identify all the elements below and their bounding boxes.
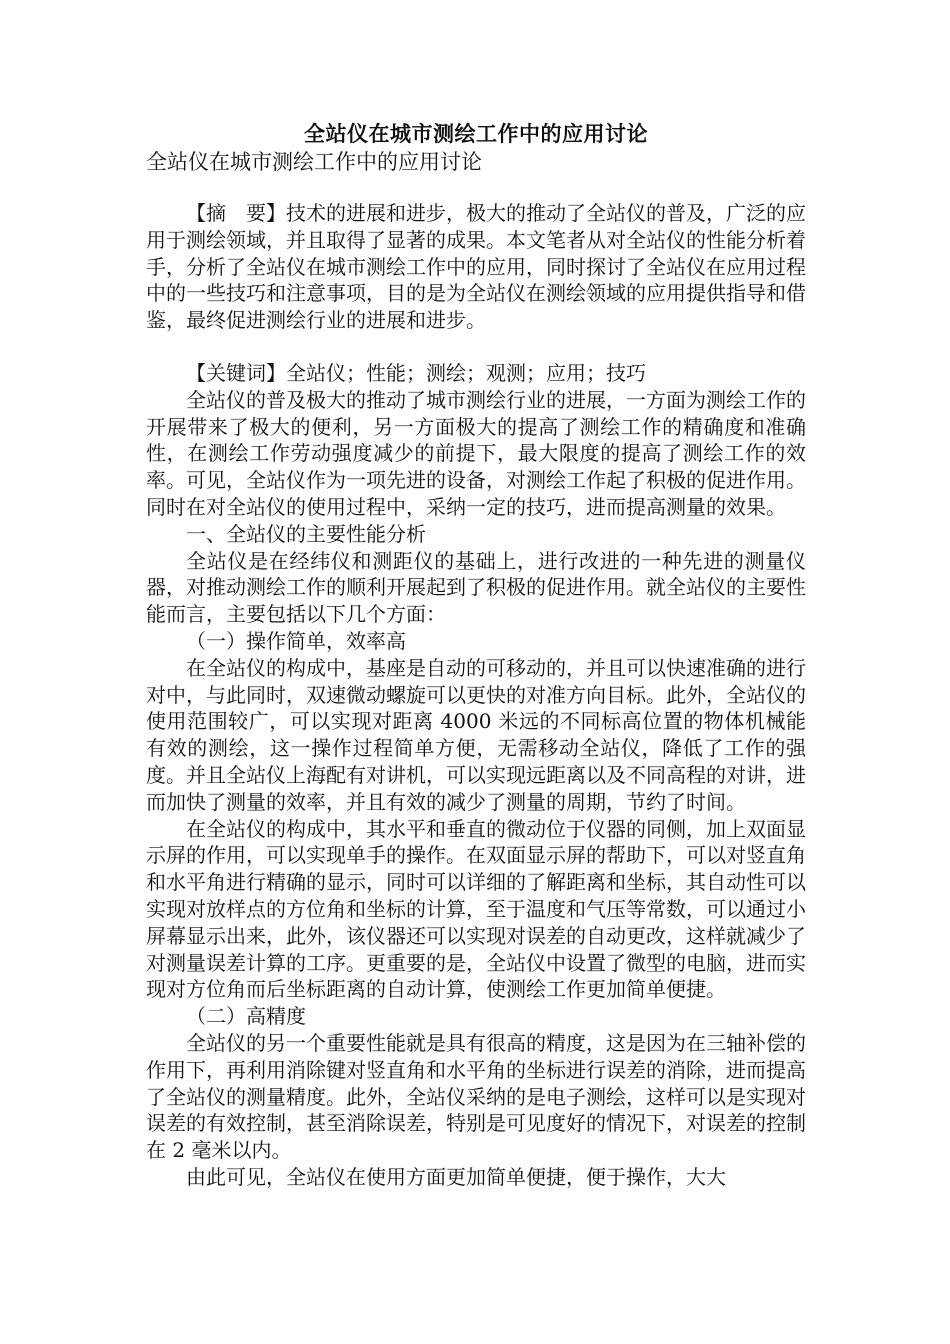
precision-paragraph: 全站仪的另一个重要性能就是具有很高的精度，这是因为在三轴补偿的作用下，再利用消除键对竖直角和水平角的坐标进行误差的消除，进而提高了全站仪的测量精度。此外，全站仪采纳的是电子测绘，这样可以是实现对误差的有效控制，甚至消除误差，特别是可见度好的情况下，对误差的控制在 2 毫米以内。 <box>146 1030 806 1163</box>
keywords-line: 【关键词】全站仪；性能；测绘；观测；应用；技巧 <box>186 360 646 385</box>
subsection-heading-high-precision: （二）高精度 <box>186 1004 306 1029</box>
document-page <box>146 120 806 1191</box>
intro-paragraph: 全站仪的普及极大的推动了城市测绘行业的进展，一方面为测绘工作的开展带来了极大的便利，另一方面极大的提高了测绘工作的精确度和准确性，在测绘工作劳动强度减少的前提下，最大限度的提高了测绘工作的效率。可见，全站仪作为一项先进的设备，对测绘工作起了积极的促进作用。同时在对全站仪的使用过程中，采纳一定的技巧，进而提高测量的效果。 <box>146 387 806 519</box>
document-subtitle: 全站仪在城市测绘工作中的应用讨论 <box>146 150 482 174</box>
subsection-heading-simple-operation: （一）操作简单，效率高 <box>186 628 406 653</box>
operation-paragraph-2: 在全站仪的构成中，其水平和垂直的微动位于仪器的同侧，加上双面显示屏的作用，可以实现单手的操作。在双面显示屏的帮助下，可以对竖直角和水平角进行精确的显示，同时可以详细的了解距离和坐标，其自动性可以实现对放样点的方位角和坐标的计算，至于温度和气压等常数，可以通过小屏幕显示出来，此外，该仪器还可以实现对误差的自动更改，这样就减少了对测量误差计算的工序。更重要的是，全站仪中设置了微型的电脑，进而实现对方位角而后坐标距离的自动计算，使测绘工作更加简单便捷。 <box>146 816 806 1002</box>
abstract-paragraph: 【摘 要】技术的进展和进步，极大的推动了全站仪的普及，广泛的应用于测绘领域，并且取得了显著的成果。本文笔者从对全站仪的性能分析着手，分析了全站仪在城市测绘工作中的应用，同时探讨了全站仪在应用过程中的一些技巧和注意事项，目的是为全站仪在测绘领域的应用提供指导和借鉴，最终促进测绘行业的进展和进步。 <box>146 201 806 333</box>
section-heading-performance: 一、全站仪的主要性能分析 <box>186 521 426 546</box>
document-title: 全站仪在城市测绘工作中的应用讨论 <box>304 121 648 146</box>
performance-paragraph: 全站仪是在经纬仪和测距仪的基础上，进行改进的一种先进的测量仪器，对推动测绘工作的顺利开展起到了积极的促进作用。就全站仪的主要性能而言，主要包括以下几个方面： <box>146 548 806 627</box>
operation-paragraph-1: 在全站仪的构成中，基座是自动的可移动的，并且可以快速准确的进行对中，与此同时，双速微动螺旋可以更快的对准方向目标。此外，全站仪的使用范围较广，可以实现对距离 4000 米远的不同标高位置的物体机械能有效的测绘，这一操作过程简单方便，无需移动全站仪，降低了工作的强度。并且全站仪上海配有对讲机，可以实现远距离以及不同高程的对讲，进而加快了测量的效率，并且有效的减少了测量的周期，节约了时间。 <box>146 655 806 814</box>
conclusion-paragraph: 由此可见，全站仪在使用方面更加简单便捷，便于操作，大大 <box>186 1164 726 1189</box>
